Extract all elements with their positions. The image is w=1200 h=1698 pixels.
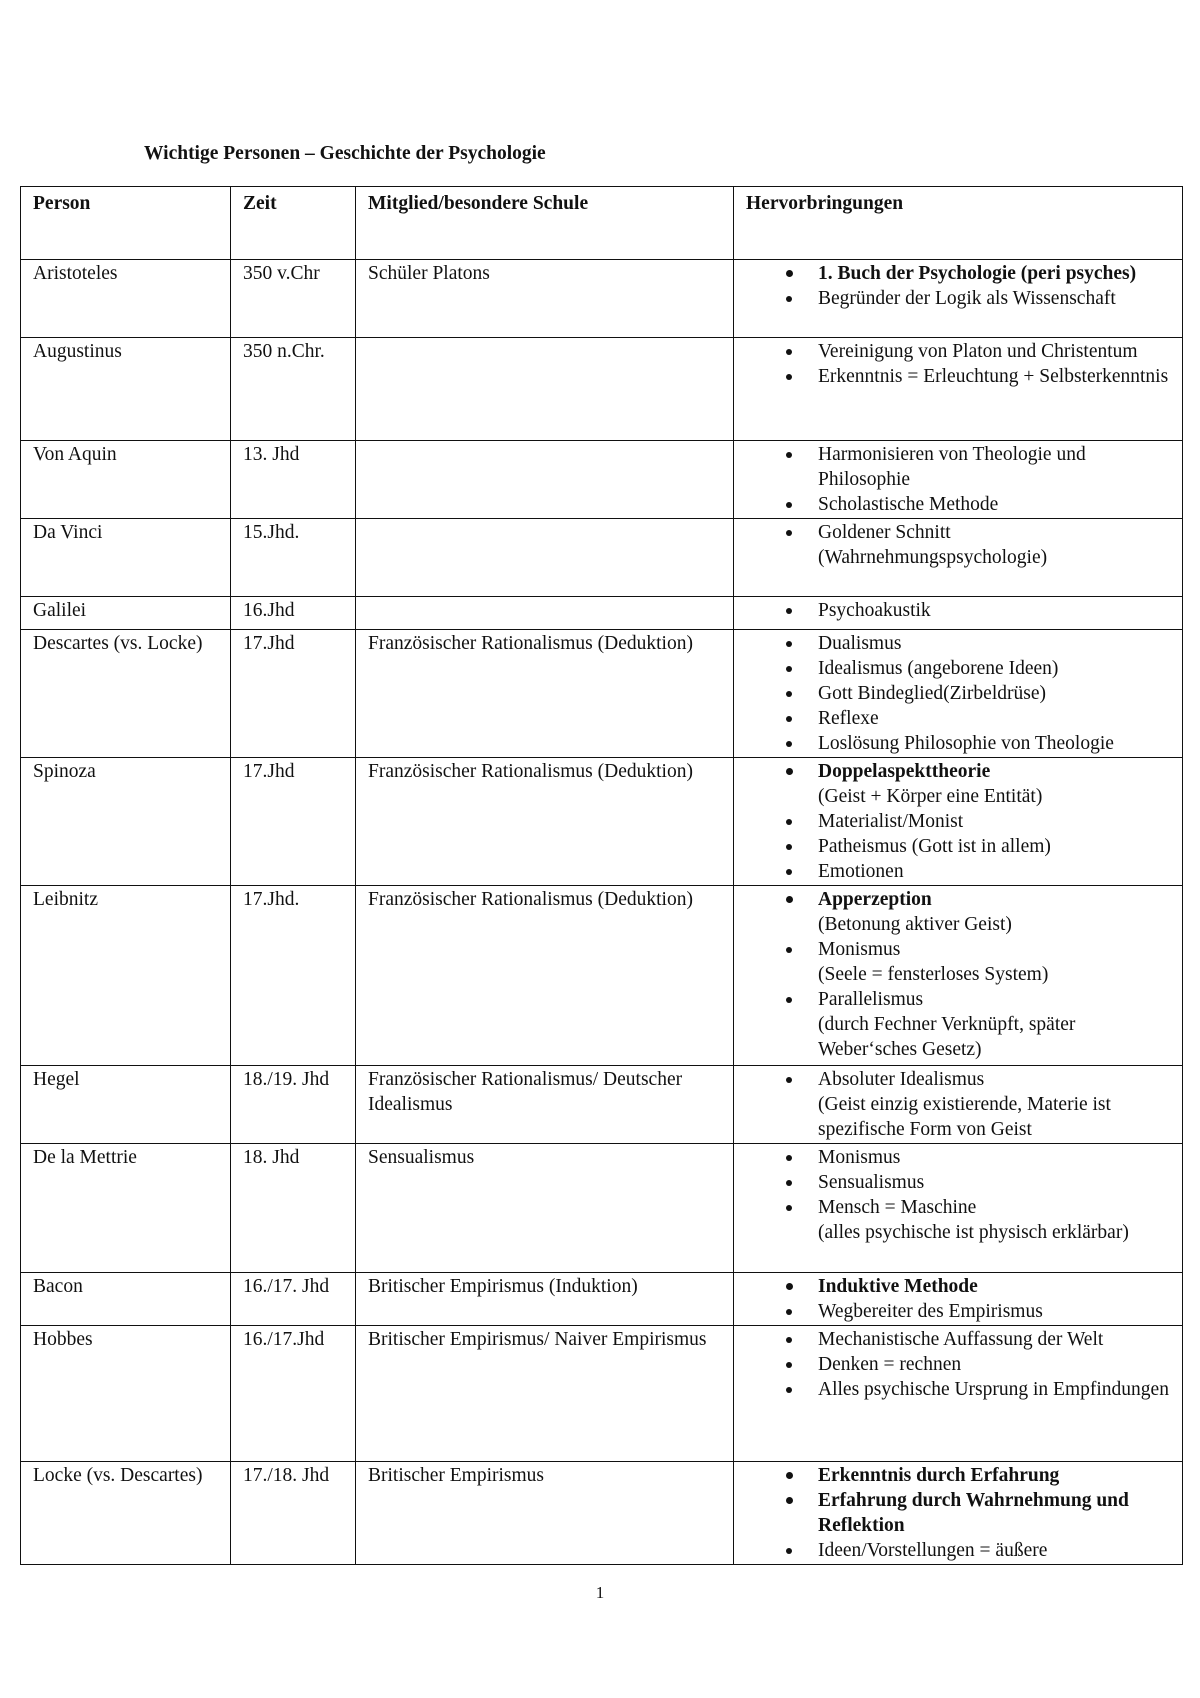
table-row — [21, 441, 1183, 519]
table-row — [21, 886, 1183, 1066]
person-cell: Galilei — [21, 597, 231, 630]
zeit-cell: 17.Jhd. — [231, 886, 356, 1066]
bullet-text: Monismus — [818, 939, 901, 960]
bullet-text: Monismus — [818, 1147, 901, 1168]
person-cell: Spinoza — [21, 758, 231, 886]
bullet-text: Dualismus — [818, 633, 902, 654]
table-row — [21, 1273, 1183, 1326]
bullet-text: Induktive Methode — [818, 1276, 978, 1297]
table-row — [21, 260, 1183, 338]
schule-cell: Sensualismus — [356, 1144, 734, 1273]
bullet-item — [818, 1488, 1171, 1538]
table-body — [21, 260, 1183, 1565]
hervorbringungen-cell — [734, 758, 1183, 886]
bullet-list — [746, 1327, 1171, 1402]
table-row — [21, 758, 1183, 886]
hervorbringungen-cell — [734, 886, 1183, 1066]
bullet-item — [818, 706, 1171, 731]
person-cell: Da Vinci — [21, 519, 231, 597]
bullet-item — [818, 520, 1171, 570]
bullet-text: Harmonisieren von Theologie und Philosophie — [818, 444, 1086, 490]
person-cell: Descartes (vs. Locke) — [21, 630, 231, 758]
hervorbringungen-cell — [734, 1144, 1183, 1273]
bullet-text: Goldener Schnitt (Wahrnehmungspsychologie) — [818, 522, 1048, 568]
bullet-item — [818, 1327, 1171, 1352]
bullet-text: Ideen/Vorstellungen = äußere — [818, 1540, 1048, 1561]
person-cell: Aristoteles — [21, 260, 231, 338]
bullet-item — [818, 1274, 1171, 1299]
bullet-list — [746, 339, 1171, 389]
bullet-item — [818, 681, 1171, 706]
bullet-list — [746, 261, 1171, 311]
bullet-item — [818, 492, 1171, 517]
schule-cell: Schüler Platons — [356, 260, 734, 338]
bullet-text: Doppelaspekttheorie — [818, 761, 991, 782]
header-zeit: Zeit — [231, 187, 356, 260]
zeit-cell: 16.Jhd — [231, 597, 356, 630]
header-hervorbringungen: Hervorbringungen — [734, 187, 1183, 260]
bullet-list — [746, 598, 1171, 623]
bullet-list — [746, 1145, 1171, 1245]
bullet-text: 1. Buch der Psychologie (peri psyches) — [818, 263, 1137, 284]
hervorbringungen-cell — [734, 597, 1183, 630]
bullet-text: Patheismus (Gott ist in allem) — [818, 836, 1051, 857]
hervorbringungen-cell — [734, 1273, 1183, 1326]
zeit-cell: 17./18. Jhd — [231, 1462, 356, 1565]
schule-cell: Französischer Rationalismus/ Deutscher Idealismus — [356, 1066, 734, 1144]
table-row — [21, 519, 1183, 597]
hervorbringungen-cell — [734, 1462, 1183, 1565]
bullet-text: Mensch = Maschine — [818, 1197, 977, 1218]
bullet-list — [746, 520, 1171, 570]
header-person: Person — [21, 187, 231, 260]
bullet-item — [818, 656, 1171, 681]
table-row — [21, 597, 1183, 630]
bullet-item — [818, 731, 1171, 756]
hervorbringungen-cell — [734, 1326, 1183, 1462]
hervorbringungen-cell — [734, 338, 1183, 441]
hervorbringungen-cell — [734, 630, 1183, 758]
document-title: Wichtige Personen – Geschichte der Psychologie — [144, 143, 546, 164]
bullet-subtext: (durch Fechner Verknüpft, später Weber‘sches Gesetz) — [818, 1014, 1076, 1060]
bullet-text: Mechanistische Auffassung der Welt — [818, 1329, 1104, 1350]
bullet-text: Idealismus (angeborene Ideen) — [818, 658, 1059, 679]
bullet-text: Sensualismus — [818, 1172, 925, 1193]
persons-table — [20, 186, 1183, 1565]
bullet-text: Reflexe — [818, 708, 879, 729]
zeit-cell: 350 n.Chr. — [231, 338, 356, 441]
bullet-item — [818, 339, 1171, 364]
bullet-text: Absoluter Idealismus — [818, 1069, 985, 1090]
hervorbringungen-cell — [734, 441, 1183, 519]
zeit-cell: 350 v.Chr — [231, 260, 356, 338]
bullet-text: Emotionen — [818, 861, 904, 882]
bullet-item — [818, 1352, 1171, 1377]
bullet-text: Loslösung Philosophie von Theologie — [818, 733, 1114, 754]
bullet-subtext: (alles psychische ist physisch erklärbar) — [818, 1222, 1129, 1243]
zeit-cell: 16./17.Jhd — [231, 1326, 356, 1462]
bullet-item — [818, 1195, 1171, 1245]
person-cell: Leibnitz — [21, 886, 231, 1066]
bullet-subtext: (Geist einzig existierende, Materie ist spezifische Form von Geist — [818, 1094, 1111, 1140]
bullet-text: Alles psychische Ursprung in Empfindungen — [818, 1379, 1169, 1400]
bullet-list — [746, 631, 1171, 756]
bullet-text: Parallelismus — [818, 989, 924, 1010]
bullet-text: Wegbereiter des Empirismus — [818, 1301, 1043, 1322]
bullet-text: Scholastische Methode — [818, 494, 999, 515]
schule-cell — [356, 519, 734, 597]
hervorbringungen-cell — [734, 260, 1183, 338]
table-row — [21, 1066, 1183, 1144]
bullet-list — [746, 1463, 1171, 1563]
bullet-item — [818, 1377, 1171, 1402]
schule-cell: Britischer Empirismus (Induktion) — [356, 1273, 734, 1326]
person-cell: Locke (vs. Descartes) — [21, 1462, 231, 1565]
bullet-item — [818, 1170, 1171, 1195]
table-row — [21, 1326, 1183, 1462]
zeit-cell: 17.Jhd — [231, 758, 356, 886]
bullet-item — [818, 859, 1171, 884]
schule-cell: Britischer Empirismus — [356, 1462, 734, 1565]
header-schule: Mitglied/besondere Schule — [356, 187, 734, 260]
zeit-cell: 16./17. Jhd — [231, 1273, 356, 1326]
table-header-row — [21, 187, 1183, 260]
person-cell: Hegel — [21, 1066, 231, 1144]
bullet-item — [818, 937, 1171, 987]
bullet-list — [746, 759, 1171, 884]
bullet-text: Erkenntnis = Erleuchtung + Selbsterkenntnis — [818, 366, 1169, 387]
zeit-cell: 13. Jhd — [231, 441, 356, 519]
person-cell: Augustinus — [21, 338, 231, 441]
bullet-item — [818, 834, 1171, 859]
bullet-item — [818, 759, 1171, 809]
bullet-list — [746, 442, 1171, 517]
bullet-item — [818, 598, 1171, 623]
bullet-item — [818, 1299, 1171, 1324]
bullet-subtext: (Betonung aktiver Geist) — [818, 914, 1012, 935]
zeit-cell: 17.Jhd — [231, 630, 356, 758]
bullet-text: Erkenntnis durch Erfahrung — [818, 1465, 1060, 1486]
table-row — [21, 1144, 1183, 1273]
bullet-item — [818, 809, 1171, 834]
schule-cell: Französischer Rationalismus (Deduktion) — [356, 758, 734, 886]
bullet-item — [818, 1463, 1171, 1488]
bullet-subtext: (Geist + Körper eine Entität) — [818, 786, 1043, 807]
bullet-text: Denken = rechnen — [818, 1354, 962, 1375]
zeit-cell: 18. Jhd — [231, 1144, 356, 1273]
bullet-text: Erfahrung durch Wahrnehmung und Reflektion — [818, 1490, 1129, 1536]
schule-cell: Französischer Rationalismus (Deduktion) — [356, 630, 734, 758]
bullet-text: Materialist/Monist — [818, 811, 964, 832]
schule-cell — [356, 597, 734, 630]
bullet-subtext: (Seele = fensterloses System) — [818, 964, 1049, 985]
schule-cell: Französischer Rationalismus (Deduktion) — [356, 886, 734, 1066]
hervorbringungen-cell — [734, 1066, 1183, 1144]
bullet-item — [818, 887, 1171, 937]
table-row — [21, 630, 1183, 758]
schule-cell: Britischer Empirismus/ Naiver Empirismus — [356, 1326, 734, 1462]
table-row — [21, 1462, 1183, 1565]
bullet-list — [746, 1274, 1171, 1324]
person-cell: De la Mettrie — [21, 1144, 231, 1273]
bullet-item — [818, 631, 1171, 656]
bullet-item — [818, 987, 1171, 1062]
bullet-item — [818, 286, 1171, 311]
bullet-item — [818, 1145, 1171, 1170]
bullet-text: Apperzeption — [818, 889, 932, 910]
schule-cell — [356, 338, 734, 441]
page-number: 1 — [595, 1583, 605, 1602]
schule-cell — [356, 441, 734, 519]
hervorbringungen-cell — [734, 519, 1183, 597]
bullet-text: Begründer der Logik als Wissenschaft — [818, 288, 1116, 309]
person-cell: Von Aquin — [21, 441, 231, 519]
zeit-cell: 15.Jhd. — [231, 519, 356, 597]
person-cell: Bacon — [21, 1273, 231, 1326]
bullet-text: Psychoakustik — [818, 600, 931, 621]
bullet-list — [746, 1067, 1171, 1142]
table-row — [21, 338, 1183, 441]
bullet-text: Gott Bindeglied(Zirbeldrüse) — [818, 683, 1046, 704]
bullet-item — [818, 1538, 1171, 1563]
bullet-item — [818, 261, 1171, 286]
person-cell: Hobbes — [21, 1326, 231, 1462]
bullet-item — [818, 442, 1171, 492]
bullet-text: Vereinigung von Platon und Christentum — [818, 341, 1138, 362]
bullet-item — [818, 1067, 1171, 1142]
zeit-cell: 18./19. Jhd — [231, 1066, 356, 1144]
bullet-item — [818, 364, 1171, 389]
bullet-list — [746, 887, 1171, 1062]
